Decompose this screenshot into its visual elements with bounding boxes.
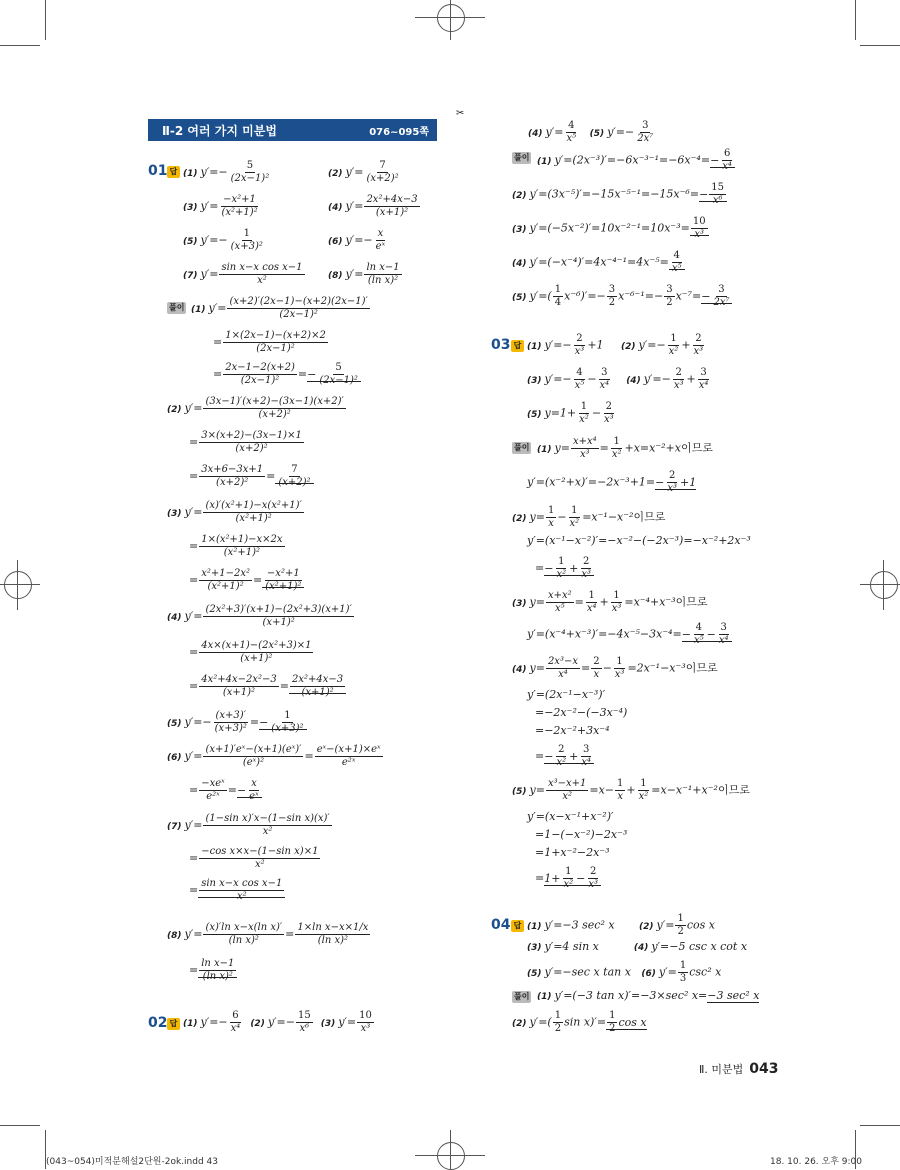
sol-01-7-line3: = $\frac{\text{sin x−x cos x−1}}{\text{x²}}$ [189,878,285,903]
sol-01-3-line1: (3) y′= $\frac{\text{(x)′(x²+1)−x(x²+1)′}}{\text{(x²+1)²}}$ [167,500,302,524]
answer-01-5: (5) y′=− $\frac{1}{\text{(x+3)²}}$ [183,228,263,252]
sol-03-4-line3: =−2x⁻²−(−3x⁻⁴) [535,706,628,719]
sol-01-4-line1: (4) y′= $\frac{\text{(2x²+3)′(x+1)−(2x²+3)(x+1)′}}{\text{(x+1)²}}$ [167,604,352,628]
sol-04-2: (2) y′=( $\frac{1}{2}$ sin x)′= $\frac{1}{2}$ cos x [512,1010,647,1034]
sol-03-3-line1: (3) y= $\frac{\text{x+x²}}{\text{x⁵}}$ = $\frac{1}{\text{x⁴}}$ + $\frac{1}{\text{x³}}$ =x⁻⁴+x⁻³이므로 [512,590,708,614]
print-date: 18. 10. 26. 오후 9:00 [770,1157,862,1167]
sol-03-2-line1: (2) y= $\frac{1}{x}$ − $\frac{1}{\text{x²}}$ =x⁻¹−x⁻²이므로 [512,505,666,529]
sol-03-1-line2: y′=(x⁻²+x)′=−2x⁻³+1=− $\frac{2}{\text{x³}}$ +1 [527,470,697,494]
sol-03-3-line2: y′=(x⁻⁴+x⁻³)′=−4x⁻⁵−3x⁻⁴=− $\frac{4}{\text{x⁵}}$ − $\frac{3}{\text{x⁴}}$ [527,622,732,647]
sol-02-2: (2) y′=(3x⁻⁵)′=−15x⁻⁵⁻¹=−15x⁻⁶=− $\frac{15}{\text{x⁶}}$ [512,182,727,207]
sol-01-1-line1: (1) y′= $\frac{(x+2)'(2x-1)-(x+2)(2x-1)'}{\text{(2x−1)²}}$ [191,296,368,320]
sol-01-8-line1: (8) y′= $\frac{\text{(x)′ln x−x(ln x)′}}{\text{(ln x)²}}$ = $\frac{\text{1×ln x−x×1/x}}{\text{(ln x)²}}$ [167,922,369,946]
sol-01-3-line2: = $\frac{\text{1×(x²+1)−x×2x}}{\text{(x²+1)²}}$ [189,534,283,558]
problem-number-04: 04 [491,917,511,933]
solution-badge: 풀이 [169,303,185,312]
sol-01-2-line3: = $\frac{3x+6-3x+1}{\text{(x+2)²}}$ = $\frac{7}{\text{(x+2)²}}$ [189,464,314,489]
sol-03-5-line4: =1+x⁻²−2x⁻³ [535,846,610,859]
answer-01-4: (4) y′= $\frac{\text{2x²+4x−3}}{\text{(x+1)²}}$ [328,194,418,218]
answer-badge: 답 [167,166,180,178]
sol-02-1: (1) y′=(2x⁻³)′=−6x⁻³⁻¹=−6x⁻⁴=− $\frac{6}{\text{x⁴}}$ [537,148,735,173]
answer-03-3-4: (3) y′=− $\frac{4}{\text{x⁵}}$ − $\frac{3}{\text{x⁴}}$ (4) y′=− $\frac{2}{\text{x³}}$ + $\frac{3}{\text{x⁴}}$ [527,367,709,391]
answer-01-1: (1) y′=− $\frac{5}{\text{(2x−1)²}}$ [183,160,270,184]
problem-number-03: 03 [491,337,511,353]
section-title: Ⅱ-2 여러 가지 미분법 [162,124,277,138]
crop-mark [855,0,856,40]
answer-04-3-4: (3) y′=4 sin x (4) y′=−5 csc x cot x [527,940,748,953]
answer-03-5: (5) y=1+ $\frac{1}{\text{x²}}$ − $\frac{2}{\text{x³}}$ [527,401,614,425]
answer-02-cont: (4) y′= $\frac{4}{\text{x⁵}}$ (5) y′=− $\frac{3}{\text{2x⁷}}$ [528,120,654,144]
sol-01-2-line2: = $\frac{3\times(x+2)-(3x-1)\times 1}{\text{(x+2)²}}$ [189,430,302,454]
answer-04-5-6: (5) y′=−sec x tan x (6) y′= $\frac{1}{3}$ csc² x [527,960,722,984]
problem-number-02: 02 [148,1015,168,1031]
sol-04-1: (1) y′=(−3 tan x)′=−3×sec² x=−3 sec² x [537,989,760,1002]
crop-mark [45,0,46,40]
file-name: (043~054)미적분해설2단원-2ok.indd 43 [46,1157,219,1167]
crop-mark [860,45,900,46]
sol-03-5-line1: (5) y= $\frac{\text{x³−x+1}}{\text{x²}}$ =x− $\frac{1}{x}$ + $\frac{1}{\text{x²}}$ =x−x⁻¹+x⁻²이므로 [512,778,750,802]
solution-badge: 풀이 [514,992,530,1001]
solution-badge: 풀이 [514,443,530,452]
sol-02-5: (5) y′=( $\frac{1}{4}$ x⁻⁶)′=− $\frac{3}{2}$ x⁻⁶⁻¹=− $\frac{3}{2}$ x⁻⁷=− $\frac{3}{\text{2x⁷}}$ [512,284,732,309]
sol-03-4-line1: (4) y= $\frac{\text{2x³−x}}{\text{x⁴}}$ = $\frac{2}{x}$ − $\frac{1}{\text{x³}}$ =2x⁻¹−x⁻³이므로 [512,656,718,680]
page-number [699,1061,779,1077]
answer-01-6: (6) y′=− $\frac{x}{\text{eˣ}}$ [328,228,386,252]
section-header [148,119,437,141]
sol-03-4-line2: y′=(2x⁻¹−x⁻³)′ [527,688,606,701]
sol-01-2-line1: (2) y′= $\frac{(3x-1)'(x+2)-(3x-1)(x+2)'}{\text{(x+2)²}}$ [167,396,344,420]
section-label: Ⅱ. 미분법 [699,1063,744,1076]
sol-01-1-line2: = $\frac{1\times(2x-1)-(x+2)\times 2}{\text{(2x−1)²}}$ [213,330,326,354]
answer-01-8: (8) y′= $\frac{\text{ln x−1}}{\text{(ln x)²}}$ [328,262,400,286]
sol-01-3-line3: = $\frac{\text{x²+1−2x²}}{\text{(x²+1)²}}$ = $\frac{\text{−x²+1}}{\text{(x²+1)²}}$ [189,568,304,593]
sol-02-4: (4) y′=(−x⁻⁴)′=4x⁻⁴⁻¹=4x⁻⁵= $\frac{4}{\text{x⁵}}$ [512,250,685,275]
sol-01-1-line3: = $\frac{2x-1-2(x+2)}{\text{(2x−1)²}}$ =− $\frac{5}{\text{(2x−1)²}}$ [213,362,361,387]
sol-01-8-line2: = $\frac{\text{ln x−1}}{\text{(ln x)²}}$ [189,958,237,983]
sol-02-3: (3) y′=(−5x⁻²)′=10x⁻²⁻¹=10x⁻³= $\frac{10}{\text{x³}}$ [512,216,709,241]
sol-03-4-line4: =−2x⁻²+3x⁻⁴ [535,724,610,737]
answer-04-1-2: (1) y′=−3 sec² x (2) y′= $\frac{1}{2}$ cos x [527,913,715,937]
answer-01-2: (2) y′= $\frac{7}{\text{(x+2)²}}$ [328,160,399,184]
answer-badge: 답 [511,340,524,352]
answer-02: (1) y′=− $\frac{6}{\text{x⁴}}$ (2) y′=− $\frac{15}{\text{x⁶}}$ (3) y′= $\frac{10}{\text{x³}}$ [183,1010,372,1034]
sol-03-5-line3: =1−(−x⁻²)−2x⁻³ [535,828,628,841]
crop-mark [860,1125,900,1126]
page-number-value: 043 [749,1061,779,1077]
problem-number-01: 01 [148,163,168,179]
scissor-icon: ✂ [456,108,465,119]
answer-badge: 답 [167,1018,180,1030]
crop-mark [0,1125,40,1126]
sol-03-5-line5: =1+ $\frac{1}{\text{x²}}$ − $\frac{2}{\text{x³}}$ [535,866,601,891]
sol-01-4-line3: = $\frac{\text{4x²+4x−2x²−3}}{\text{(x+1)²}}$ = $\frac{\text{2x²+4x−3}}{\text{(x+1)²}}$ [189,674,346,699]
sol-03-4-line5: =− $\frac{2}{\text{x²}}$ + $\frac{3}{\text{x⁴}}$ [535,744,594,769]
sol-03-5-line2: y′=(x−x⁻¹+x⁻²)′ [527,810,614,823]
sol-01-6-line1: (6) y′= $\frac{\text{(x+1)′eˣ−(x+1)(eˣ)′}}{\text{(eˣ)²}}$ = $\frac{\text{eˣ−(x+1)×eˣ}}{\text{e²ˣ}}$ [167,744,381,768]
sol-01-7-line1: (7) y′= $\frac{\text{(1−sin x)′x−(1−sin x)(x)′}}{\text{x²}}$ [167,813,330,837]
sol-01-5-line1: (5) y′=− $\frac{(x+3)'}{\text{(x+3)²}}$ =− $\frac{1}{\text{(x+3)²}}$ [167,710,307,735]
answer-03-1-2: (1) y′=− $\frac{2}{\text{x³}}$ +1 (2) y′=− $\frac{1}{\text{x²}}$ + $\frac{2}{\text{x³}}$ [527,333,704,357]
sol-03-2-line2: y′=(x⁻¹−x⁻²)′=−x⁻²−(−2x⁻³)=−x⁻²+2x⁻³ [527,534,751,547]
sol-01-7-line2: = $\frac{\text{−cos x×x−(1−sin x)×1}}{\text{x²}}$ [189,846,319,870]
sol-03-1-line1: (1) y= $\frac{\text{x+x⁴}}{\text{x³}}$ = $\frac{1}{\text{x²}}$ +x=x⁻²+x이므로 [537,436,713,460]
sol-01-4-line2: = $\frac{\text{4x×(x+1)−(2x²+3)×1}}{\text{(x+1)²}}$ [189,640,312,664]
page-range: 076~095쪽 [369,127,429,138]
crop-mark [0,45,40,46]
sol-01-6-line2: = −xeˣ e²ˣ =− $\frac{x}{\text{eˣ}}$ [189,778,262,803]
solution-badge: 풀이 [514,153,530,162]
answer-badge: 답 [511,920,524,932]
answer-01-7: (7) y′= $\frac{\text{sin x−x cos x−1}}{\text{x²}}$ [183,262,303,286]
sol-03-2-line3: =− $\frac{1}{\text{x²}}$ + $\frac{2}{\text{x³}}$ [535,556,594,581]
answer-01-3: (3) y′= $\frac{\text{−x²+1}}{\text{(x²+1)²}}$ [183,194,258,218]
